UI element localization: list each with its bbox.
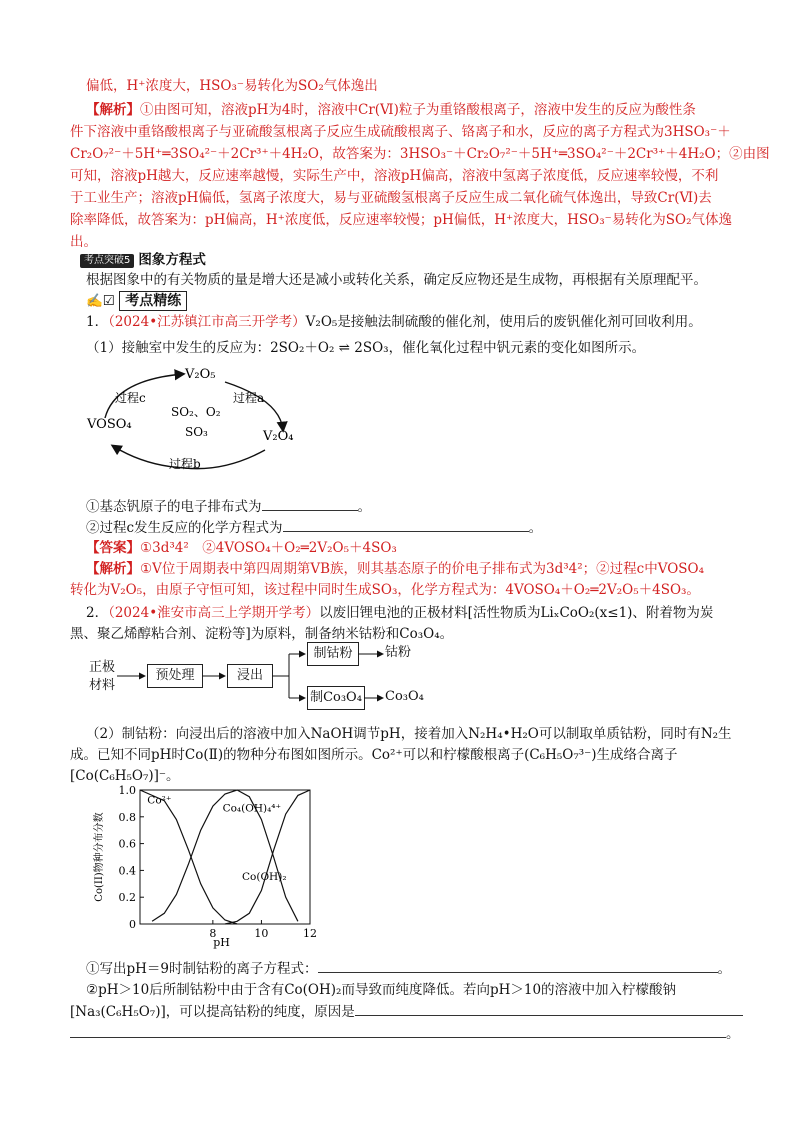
q2-sub2-2: 成。已知不同pH时Co(Ⅱ)的物种分布图如图所示。Co²⁺可以和柠檬酸根离子(C₆H₅O₇³⁻)生成络合离子 [70, 747, 678, 763]
section-desc: 根据图象中的有关物质的量是增大还是减小或转化关系，确定反应物还是生成物，再根据有关原理配平。 [86, 272, 707, 288]
analysis-line-3: Cr₂O₇²⁻＋5H⁺═3SO₄²⁻＋2Cr³⁺＋4H₂O，故答案为：3HSO₃⁻＋Cr₂O₇²⁻＋5H⁺═3SO₄²⁻＋2Cr³⁺＋4H₂O；②由图 [70, 146, 770, 162]
analysis-line-7: 出。 [70, 234, 97, 250]
q1-stem [86, 312, 702, 332]
q2-source: （2024•淮安市高三上学期开学考） [108, 605, 320, 621]
y-tick-label: 0.6 [118, 837, 136, 851]
q2-qa-blank[interactable] [318, 958, 718, 973]
q2-stem-1 [86, 603, 713, 623]
q2-qa-text: ①写出pH＝9时制钴粉的离子方程式： [86, 961, 318, 977]
q1-qb-blank[interactable] [283, 517, 529, 532]
q2-qb-1: ②pH＞10后所制钴粉中由于含有Co(OH)₂而导致而纯度降低。若向pH＞10的溶液中加入柠檬酸钠 [86, 982, 677, 998]
flow-box-pretreat: 预处理 [147, 664, 203, 688]
q1-qb-text: ②过程c发生反应的化学方程式为 [86, 520, 283, 536]
flow-box-leach: 浸出 [227, 664, 273, 688]
analysis-line-5: 于工业生产；溶液pH偏低，氢离子浓度大，易与亚硫酸氢根离子反应生成二氧化硫气体逸出，导致Cr(Ⅵ)去 [70, 190, 712, 206]
q2-qb-line2: 。 [70, 1022, 740, 1042]
flow-input-1: 正极 [89, 660, 116, 675]
node-top: V₂O₅ [185, 367, 216, 382]
practice-header [86, 291, 187, 311]
flow-out-co: 钴粉 [385, 645, 412, 660]
q1-source: （2024•江苏镇江市高三开学考） [108, 314, 306, 330]
q2-sub2-3: [Co(C₆H₅O₇)]⁻。 [70, 768, 180, 784]
flow-out-co3o4: Co₃O₄ [385, 689, 424, 704]
section-title: 图象方程式 [138, 252, 206, 268]
node-right: V₂O₄ [263, 429, 294, 444]
q1-analysis-text-1: ①V位于周期表中第四周期第VB族，则其基态原子的价电子排布式为3d³4²；②过程c中VOSO₄ [140, 561, 705, 577]
y-tick-label: 0.2 [118, 891, 136, 905]
label-co2plus: Co²⁺ [147, 794, 172, 807]
center-reactants: SO₂、O₂ [171, 405, 221, 419]
node-left: VOSO₄ [87, 417, 132, 432]
q1-qb: ②过程c发生反应的化学方程式为 。 [86, 517, 542, 538]
practice-title: 考点精练 [119, 291, 187, 311]
step-c-label: 过程c [115, 391, 146, 405]
q2-sub2-1: （2）制钴粉：向浸出后的溶液中加入NaOH调节pH，接着加入N₂H₄•H₂O可以制取单质钴粉，同时有N₂生 [86, 726, 732, 742]
center-product: SO₃ [185, 425, 208, 439]
q1-qa-blank[interactable] [262, 496, 358, 511]
species-distribution-chart [86, 782, 326, 952]
q1-answer [86, 538, 397, 558]
q1-analysis-1 [86, 559, 704, 579]
analysis-line-0: 偏低，H⁺浓度大，HSO₃⁻易转化为SO₂气体逸出 [86, 78, 378, 94]
q2-qb-blank-2[interactable] [70, 1023, 726, 1038]
q1-analysis-2: 转化为V₂O₅，由原子守恒可知，该过程中同时生成SO₃，化学方程式为：4VOSO₄＋O₂═2V₂O₅＋4SO₃。 [70, 582, 700, 598]
step-b-label: 过程b [169, 457, 201, 471]
section-badge: 考点突破5 [80, 254, 134, 268]
q1-answer-text: ①3d³4² ②4VOSO₄＋O₂═2V₂O₅＋4SO₃ [140, 540, 397, 556]
q2-qb-blank[interactable] [355, 1001, 743, 1016]
step-a-label: 过程a [233, 391, 265, 405]
flow-input-2: 材料 [89, 678, 116, 693]
q2-text-1: 以废旧锂电池的正极材料[活性物质为LiₓCoO₂(x≤1)、附着物为炭 [319, 605, 714, 621]
y-tick-label: 1.0 [118, 784, 136, 797]
section-header [80, 250, 206, 270]
analysis-text-1: ①由图可知，溶液pH为4时，溶液中Cr(Ⅵ)粒子为重铬酸根离子，溶液中发生的反应为酸性条 [140, 102, 696, 118]
q1-answer-label: 【答案】 [86, 540, 140, 556]
y-tick-label: 0.4 [118, 864, 136, 878]
y-axis-label: Co(II)物种分布分数 [94, 812, 105, 902]
label-co4oh4: Co₄(OH)₄⁴⁺ [222, 802, 282, 815]
analysis-line-1 [86, 100, 696, 120]
label-cooh2: Co(OH)₂ [242, 870, 287, 883]
analysis-line-6: 除率降低，故答案为：pH偏高，H⁺浓度低，反应速率较慢；pH偏低，H⁺浓度大，HSO₃⁻易转化为SO₂气体逸 [70, 212, 732, 228]
analysis-line-4: 可知，溶液pH越大，反应速率越慢，实际生产中，溶液pH偏高，溶液中氢离子浓度低，反应速率较慢，不利 [70, 168, 719, 184]
analysis-label: 【解析】 [86, 102, 140, 118]
flow-box-co: 制钴粉 [307, 642, 359, 666]
q2-qb-text: [Na₃(C₆H₅O₇)]，可以提高钴粉的纯度，原因是 [70, 1004, 355, 1020]
q1-text: V₂O₅是接触法制硫酸的催化剂，使用后的废钒催化剂可回收利用。 [305, 314, 702, 330]
x-tick-label: 10 [254, 927, 269, 940]
vanadium-cycle-diagram [85, 360, 305, 480]
q2-number: 2． [86, 605, 109, 621]
arrow-a [225, 382, 283, 430]
q2-qb-2 [70, 1001, 743, 1022]
q2-qa: ①写出pH＝9时制钴粉的离子方程式： 。 [86, 958, 731, 979]
y-tick-label: 0.8 [118, 810, 136, 824]
q1-number: 1． [86, 314, 109, 330]
q1-qa-text: ①基态钒原子的电子排布式为 [86, 499, 262, 515]
x-tick-label: 8 [209, 927, 217, 940]
x-tick-label: 12 [303, 927, 317, 940]
y-tick-label: 0 [129, 918, 136, 931]
flow-arrows [85, 648, 465, 714]
process-flowchart [85, 645, 465, 714]
x-axis-label: pH [213, 936, 230, 949]
q2-stem-2: 黑、聚乙烯醇粘合剂、淀粉等]为原料，制备纳米钴粉和Co₃O₄。 [70, 626, 454, 642]
q1-sub1: （1）接触室中发生的反应为：2SO₂＋O₂ ⇌ 2SO₃，催化氧化过程中钒元素的变化如图所示。 [86, 340, 646, 356]
q1-analysis-label: 【解析】 [86, 561, 140, 577]
q1-qa: ①基态钒原子的电子排布式为 。 [86, 496, 371, 517]
analysis-line-2: 件下溶液中重铬酸根离子与亚硫酸氢根离子反应生成硫酸根离子、铬离子和水，反应的离子方程式为3HSO₃⁻＋ [70, 124, 731, 140]
flow-box-co3o4: 制Co₃O₄ [307, 686, 365, 710]
pencil-icon: ✍☑ [86, 293, 115, 309]
